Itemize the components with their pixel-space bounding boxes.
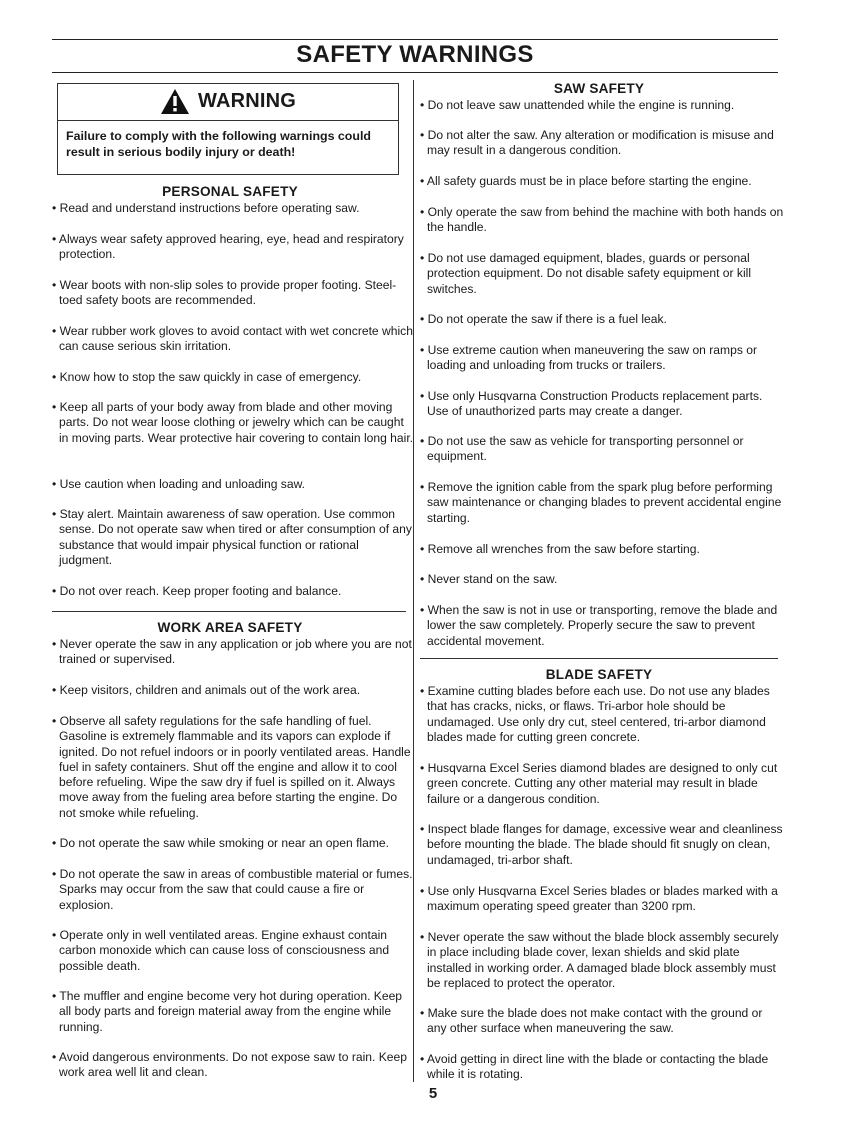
list-item: • Do not use the saw as vehicle for transporting personnel or equipment. [420,434,744,464]
saw-safety-title: SAW SAFETY [553,81,645,96]
title-rule [52,72,778,73]
list-item: • Only operate the saw from behind the machine with both hands on the handle. [420,205,784,235]
list-item: • Avoid dangerous environments. Do not expose saw to rain. Keep work area well lit and clean. [52,1050,407,1080]
warning-header [58,88,398,115]
list-item: • Never operate the saw in any application or job where you are not trained or supervised. [52,637,412,667]
list-item: • When the saw is not in use or transporting, remove the blade and lower the saw completely. Properly secure the saw to prevent accidental movement. [420,603,778,648]
warning-label: WARNING [197,90,297,112]
list-item: • Use caution when loading and unloading saw. [52,477,306,491]
warning-box [57,83,399,175]
list-item: • Do not alter the saw. Any alteration or modification is misuse and may result in a dangerous condition. [420,128,774,158]
list-item: • Observe all safety regulations for the safe handling of fuel. Gasoline is extremely flammable and its vapors can explode if ignited. Do not refuel indoors or in poorly ventilated areas. Handle fuel in safety containers. Shut off the engine and allow it to cool before refueling. Wipe the saw dry if fuel is spilled on it. Always move away from the fueling area before starting the engine. Do not smoke while refueling. [52,714,411,820]
list-item: • Never operate the saw without the blade block assembly securely in place including blade cover, lexan shields and skid plate installed in working order. A damaged blade block assembly must be replaced to protect the operator. [420,930,779,990]
list-item: • Remove all wrenches from the saw before starting. [420,542,700,556]
list-item: • Do not leave saw unattended while the engine is running. [420,98,735,112]
list-item: • Avoid getting in direct line with the blade or contacting the blade while it is rotating. [420,1052,769,1082]
list-item: • All safety guards must be in place before starting the engine. [420,174,752,188]
list-item: • Do not operate the saw in areas of combustible material or fumes. Sparks may occur from the saw that could cause a fire or explosion. [52,867,413,912]
page-title: SAFETY WARNINGS [296,41,534,68]
list-item: • Know how to stop the saw quickly in case of emergency. [52,370,362,384]
list-item: • Always wear safety approved hearing, eye, head and respiratory protection. [52,232,404,262]
list-item: • Never stand on the saw. [420,572,558,586]
list-item: • Wear boots with non-slip soles to provide proper footing. Steel-toed safety boots are recommended. [52,278,397,308]
list-item: • Stay alert. Maintain awareness of saw operation. Use common sense. Do not operate saw when tired or after consumption of any substance that would impair physical function or rational judgment. [52,507,412,567]
blade-safety-title: BLADE SAFETY [545,667,653,682]
list-item: • Remove the ignition cable from the spark plug before performing saw maintenance or changing blades to prevent accidental engine starting. [420,480,782,525]
list-item: • The muffler and engine become very hot during operation. Keep all body parts and foreign material away from the engine while running. [52,989,403,1034]
list-item: • Use only Husqvarna Construction Products replacement parts. Use of unauthorized parts may create a danger. [420,389,763,419]
work-area-safety-title: WORK AREA SAFETY [157,620,303,635]
list-item: • Make sure the blade does not make contact with the ground or any other surface when maneuvering the saw. [420,1006,763,1036]
list-item: • Keep all parts of your body away from blade and other moving parts. Do not wear loose clothing or jewelry which can be caught in moving parts. Wear protective hair covering to contain long hair. [52,400,414,445]
list-item: • Examine cutting blades before each use. Do not use any blades that has cracks, nicks, or flaws. Tri-arbor hole should be undamaged. Use only dry cut, steel centered, tri-arbor diamond blades made for cutting green concrete. [420,684,770,744]
list-item: • Inspect blade flanges for damage, excessive wear and cleanliness before mounting the blade. The blade should fit snugly on clean, undamaged, tri-arbor shaft. [420,822,783,867]
personal-safety-title: PERSONAL SAFETY [162,184,298,199]
list-item: • Read and understand instructions before operating saw. [52,201,360,215]
page-number: 5 [428,1085,438,1102]
list-item: • Do not operate the saw while smoking or near an open flame. [52,836,390,850]
list-item: • Use only Husqvarna Excel Series blades or blades marked with a maximum operating speed greater than 3200 rpm. [420,884,778,914]
warning-text: Failure to comply with the following warnings could result in serious bodily injury or death! [66,129,371,159]
list-item: • Use extreme caution when maneuvering the saw on ramps or loading and unloading from trucks or trailers. [420,343,757,373]
section-rule [420,658,778,659]
list-item: • Wear rubber work gloves to avoid contact with wet concrete which can cause serious skin irritation. [52,324,413,354]
warning-triangle-icon [160,88,190,115]
section-rule [52,611,406,612]
list-item: • Do not over reach. Keep proper footing and balance. [52,584,342,598]
list-item: • Operate only in well ventilated areas. Engine exhaust contain carbon monoxide which can cause loss of consciousness and possible death. [52,928,390,973]
list-item: • Husqvarna Excel Series diamond blades are designed to only cut green concrete. Cutting any other material may result in blade failure or a dangerous condition. [420,761,778,806]
warning-rule [58,120,398,121]
list-item: • Do not operate the saw if there is a fuel leak. [420,312,667,326]
list-item: • Do not use damaged equipment, blades, guards or personal protection equipment. Do not disable safety equipment or kill switches. [420,251,752,296]
list-item: • Keep visitors, children and animals out of the work area. [52,683,361,697]
